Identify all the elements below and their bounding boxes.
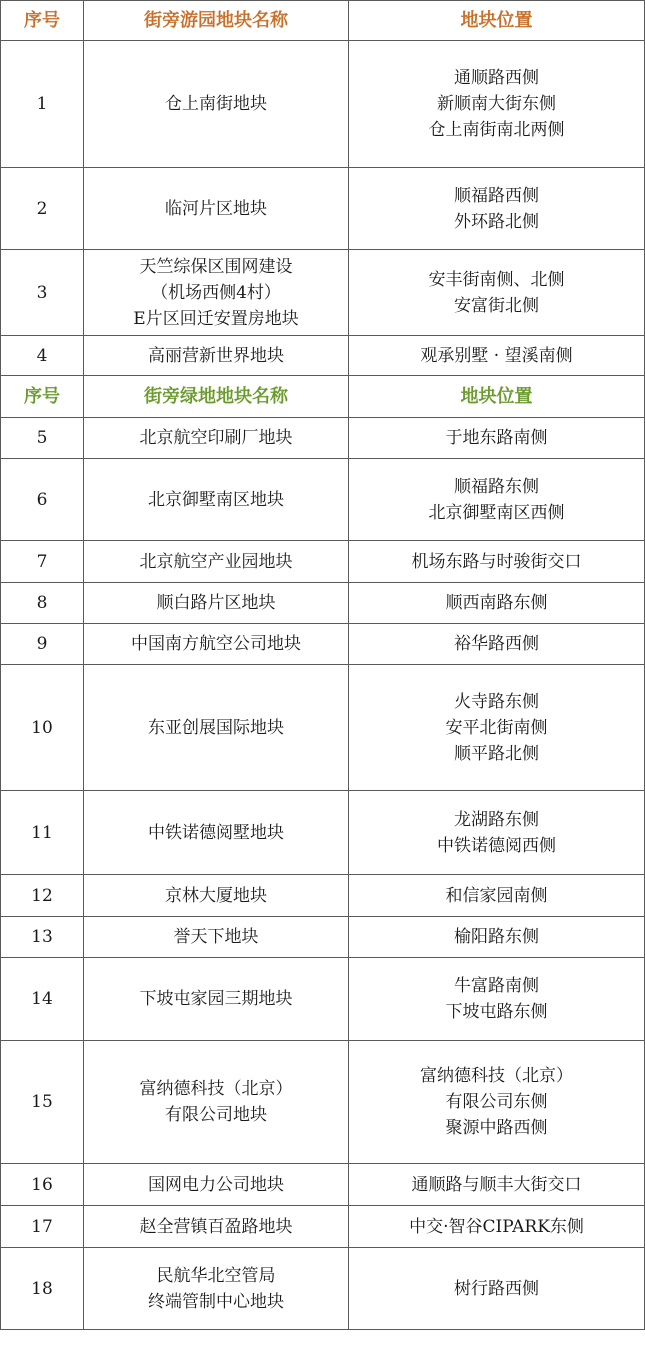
row-name: 高丽营新世界地块 [84, 336, 349, 376]
row-location: 通顺路西侧 新顺南大街东侧 仓上南街南北两侧 [349, 41, 645, 168]
row-location: 牛富路南侧 下坡屯路东侧 [349, 958, 645, 1041]
row-no: 11 [1, 791, 84, 875]
row-name: 中国南方航空公司地块 [84, 624, 349, 665]
row-location: 通顺路与顺丰大街交口 [349, 1164, 645, 1206]
row-no: 6 [1, 459, 84, 541]
row-location: 榆阳路东侧 [349, 917, 645, 958]
row-name: 仓上南街地块 [84, 41, 349, 168]
row-name: 赵全营镇百盈路地块 [84, 1206, 349, 1248]
row-name: 临河片区地块 [84, 168, 349, 250]
row-location: 顺福路东侧 北京御墅南区西侧 [349, 459, 645, 541]
row-name: 北京航空印刷厂地块 [84, 418, 349, 459]
table-row [1, 958, 645, 1041]
table-row [1, 1248, 645, 1330]
row-location: 裕华路西侧 [349, 624, 645, 665]
row-no: 10 [1, 665, 84, 791]
row-name: 下坡屯家园三期地块 [84, 958, 349, 1041]
table-row [1, 917, 645, 958]
row-no: 8 [1, 583, 84, 624]
section1-header-row [1, 1, 645, 41]
table-row [1, 459, 645, 541]
row-name: 国网电力公司地块 [84, 1164, 349, 1206]
row-no: 5 [1, 418, 84, 459]
row-no: 13 [1, 917, 84, 958]
row-no: 3 [1, 250, 84, 336]
row-no: 17 [1, 1206, 84, 1248]
row-no: 9 [1, 624, 84, 665]
row-name: 富纳德科技（北京） 有限公司地块 [84, 1041, 349, 1164]
header-name: 街旁游园地块名称 [84, 1, 349, 41]
table-row [1, 583, 645, 624]
row-no: 4 [1, 336, 84, 376]
row-location: 机场东路与时骏街交口 [349, 541, 645, 583]
row-no: 15 [1, 1041, 84, 1164]
header-location: 地块位置 [349, 1, 645, 41]
row-name: 京林大厦地块 [84, 875, 349, 917]
row-location: 顺福路西侧 外环路北侧 [349, 168, 645, 250]
row-no: 7 [1, 541, 84, 583]
header-location: 地块位置 [349, 376, 645, 418]
row-location: 中交·智谷CIPARK东侧 [349, 1206, 645, 1248]
row-location: 观承别墅 · 望溪南侧 [349, 336, 645, 376]
row-no: 1 [1, 41, 84, 168]
table-row [1, 336, 645, 376]
row-no: 18 [1, 1248, 84, 1330]
row-no: 12 [1, 875, 84, 917]
row-no: 2 [1, 168, 84, 250]
row-name: 民航华北空管局 终端管制中心地块 [84, 1248, 349, 1330]
table-row [1, 1164, 645, 1206]
row-location: 和信家园南侧 [349, 875, 645, 917]
table-row [1, 418, 645, 459]
row-location: 火寺路东侧 安平北街南侧 顺平路北侧 [349, 665, 645, 791]
table-row [1, 41, 645, 168]
row-name: 北京航空产业园地块 [84, 541, 349, 583]
table-row [1, 791, 645, 875]
table-row [1, 1206, 645, 1248]
header-name: 街旁绿地地块名称 [84, 376, 349, 418]
table-row [1, 541, 645, 583]
table-row [1, 168, 645, 250]
row-location: 龙湖路东侧 中铁诺德阅西侧 [349, 791, 645, 875]
row-no: 14 [1, 958, 84, 1041]
table-row [1, 665, 645, 791]
row-name: 中铁诺德阅墅地块 [84, 791, 349, 875]
row-name: 天竺综保区围网建设 （机场西侧4村） E片区回迁安置房地块 [84, 250, 349, 336]
row-location: 树行路西侧 [349, 1248, 645, 1330]
row-no: 16 [1, 1164, 84, 1206]
table-row [1, 875, 645, 917]
row-location: 富纳德科技（北京） 有限公司东侧 聚源中路西侧 [349, 1041, 645, 1164]
table-row [1, 250, 645, 336]
row-location: 顺西南路东侧 [349, 583, 645, 624]
header-no: 序号 [1, 1, 84, 41]
row-location: 于地东路南侧 [349, 418, 645, 459]
row-name: 誉天下地块 [84, 917, 349, 958]
header-no: 序号 [1, 376, 84, 418]
row-name: 顺白路片区地块 [84, 583, 349, 624]
row-name: 东亚创展国际地块 [84, 665, 349, 791]
section2-header-row [1, 376, 645, 418]
row-name: 北京御墅南区地块 [84, 459, 349, 541]
table-row [1, 1041, 645, 1164]
table-row [1, 624, 645, 665]
row-location: 安丰街南侧、北侧 安富街北侧 [349, 250, 645, 336]
